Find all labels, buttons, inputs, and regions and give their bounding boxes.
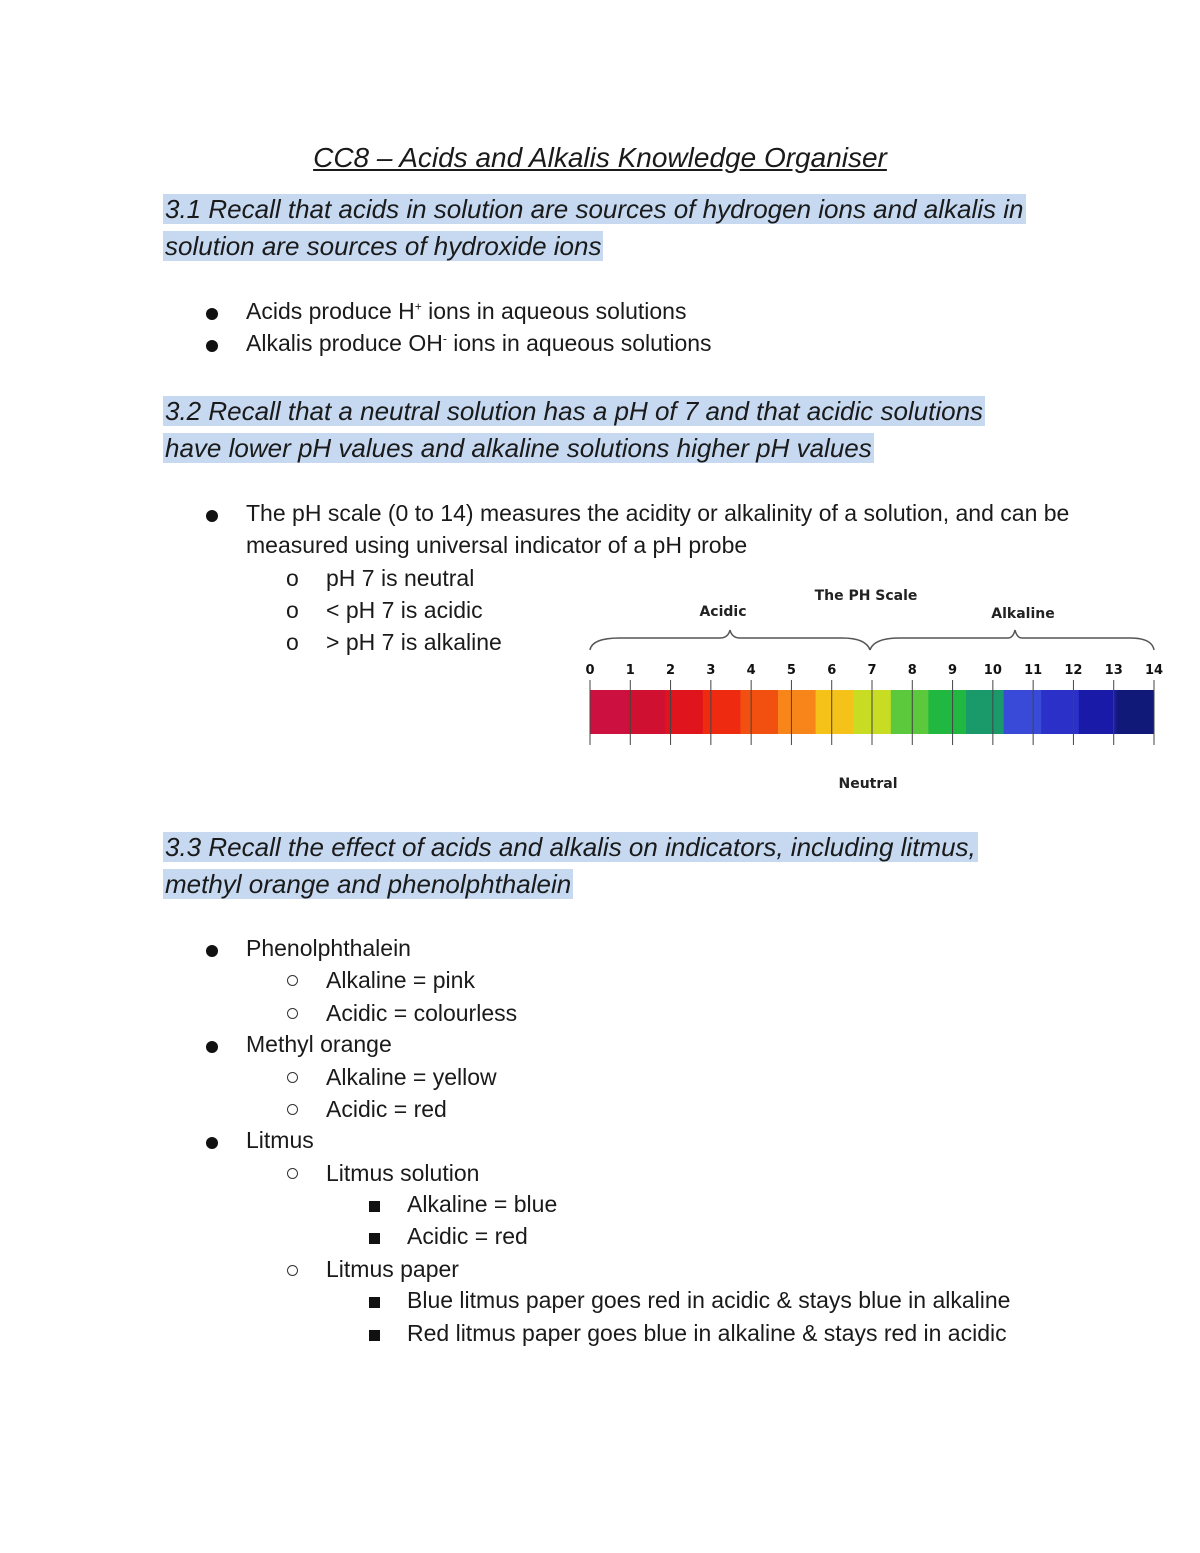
- sub-list-item: Acidic = colourless: [326, 1000, 518, 1026]
- list-item: Litmus: [246, 1127, 314, 1153]
- ph-number-12: 12: [1064, 663, 1083, 678]
- bullet-icon: [206, 340, 218, 352]
- square-bullet-icon: [369, 1233, 380, 1244]
- list-item: Phenolphthalein: [246, 935, 411, 961]
- list-item: Acids produce H+ ions in aqueous solutions: [246, 298, 687, 324]
- sub-bullet-o: o: [286, 565, 299, 591]
- acidic-label: Acidic: [699, 604, 747, 620]
- circle-bullet-icon: [287, 975, 298, 986]
- section-3-1-heading: [163, 191, 1026, 265]
- ph-color-band: [1004, 690, 1042, 734]
- list-item: Alkalis produce OH- ions in aqueous solutions: [246, 330, 712, 356]
- sub-list-item: Alkaline = pink: [326, 967, 475, 993]
- bullet-icon: [206, 308, 218, 320]
- ph-color-band: [1116, 690, 1154, 734]
- sub-bullet-o: o: [286, 597, 299, 623]
- ph-scale-title: The PH Scale: [814, 588, 918, 604]
- bullet-icon: [206, 1041, 218, 1053]
- sub-sub-list-item: Red litmus paper goes blue in alkaline & stays red in acidic: [407, 1320, 1007, 1346]
- bullet-icon: [206, 1137, 218, 1149]
- circle-bullet-icon: [287, 1008, 298, 1019]
- ph-color-band: [590, 690, 628, 734]
- sub-list-item: Acidic = red: [326, 1096, 447, 1122]
- square-bullet-icon: [369, 1201, 380, 1212]
- ph-numbers: [585, 663, 1163, 678]
- heading-line: have lower pH values and alkaline solutions higher pH values: [165, 433, 872, 463]
- ph-color-band: [740, 690, 778, 734]
- sub-list-item: < pH 7 is acidic: [326, 597, 483, 623]
- ph-number-6: 6: [827, 663, 837, 678]
- bullet-icon: [206, 510, 218, 522]
- sub-bullet-o: o: [286, 629, 299, 655]
- ph-number-2: 2: [666, 663, 676, 678]
- neutral-label: Neutral: [838, 776, 898, 792]
- sub-list-item: Litmus paper: [326, 1256, 459, 1282]
- list-item: Methyl orange: [246, 1031, 392, 1057]
- acidic-brace: [590, 630, 870, 650]
- ph-number-0: 0: [585, 663, 595, 678]
- ph-number-13: 13: [1104, 663, 1123, 678]
- ph-number-3: 3: [706, 663, 716, 678]
- sub-sub-list-item: Alkaline = blue: [407, 1191, 558, 1217]
- ph-number-4: 4: [746, 663, 756, 678]
- ph-number-10: 10: [983, 663, 1002, 678]
- ph-color-band: [1079, 690, 1117, 734]
- page-title: CC8 – Acids and Alkalis Knowledge Organiser: [313, 142, 887, 173]
- circle-bullet-icon: [287, 1265, 298, 1276]
- ph-number-1: 1: [625, 663, 635, 678]
- square-bullet-icon: [369, 1297, 380, 1308]
- circle-bullet-icon: [287, 1072, 298, 1083]
- heading-line: 3.3 Recall the effect of acids and alkalis on indicators, including litmus,: [165, 832, 976, 862]
- ph-color-band: [816, 690, 854, 734]
- ph-number-14: 14: [1144, 663, 1164, 678]
- ph-number-5: 5: [786, 663, 796, 678]
- ph-number-9: 9: [948, 663, 958, 678]
- sub-list-item: pH 7 is neutral: [326, 565, 475, 591]
- list-item: The pH scale (0 to 14) measures the acidity or alkalinity of a solution, and can be: [246, 500, 1070, 526]
- sub-sub-list-item: Blue litmus paper goes red in acidic & stays blue in alkaline: [407, 1287, 1011, 1313]
- sub-sub-list-item: Acidic = red: [407, 1223, 528, 1249]
- section-3-3-heading: [163, 829, 978, 903]
- sub-list-item: > pH 7 is alkaline: [326, 629, 502, 655]
- section-3-2-heading: [163, 393, 985, 467]
- ph-number-7: 7: [867, 663, 877, 678]
- alkaline-label: Alkaline: [991, 606, 1055, 622]
- ph-color-band: [703, 690, 741, 734]
- ph-number-11: 11: [1024, 663, 1043, 678]
- circle-bullet-icon: [287, 1104, 298, 1115]
- ph-color-band: [778, 690, 816, 734]
- heading-line: solution are sources of hydroxide ions: [165, 231, 602, 261]
- circle-bullet-icon: [287, 1168, 298, 1179]
- ph-color-band: [966, 690, 1004, 734]
- list-item-continued: measured using universal indicator of a pH probe: [246, 532, 748, 558]
- heading-line: 3.1 Recall that acids in solution are sources of hydrogen ions and alkalis in: [165, 194, 1024, 224]
- sub-list-item: Litmus solution: [326, 1160, 480, 1186]
- ph-color-band: [891, 690, 929, 734]
- ph-color-band: [628, 690, 666, 734]
- square-bullet-icon: [369, 1330, 380, 1341]
- ph-number-8: 8: [907, 663, 917, 678]
- ph-scale-figure: [580, 580, 1164, 800]
- heading-line: methyl orange and phenolphthalein: [165, 869, 572, 899]
- sub-list-item: Alkaline = yellow: [326, 1064, 497, 1090]
- bullet-icon: [206, 945, 218, 957]
- alkaline-brace: [870, 630, 1154, 650]
- ph-color-band: [928, 690, 966, 734]
- heading-line: 3.2 Recall that a neutral solution has a pH of 7 and that acidic solutions: [165, 396, 984, 426]
